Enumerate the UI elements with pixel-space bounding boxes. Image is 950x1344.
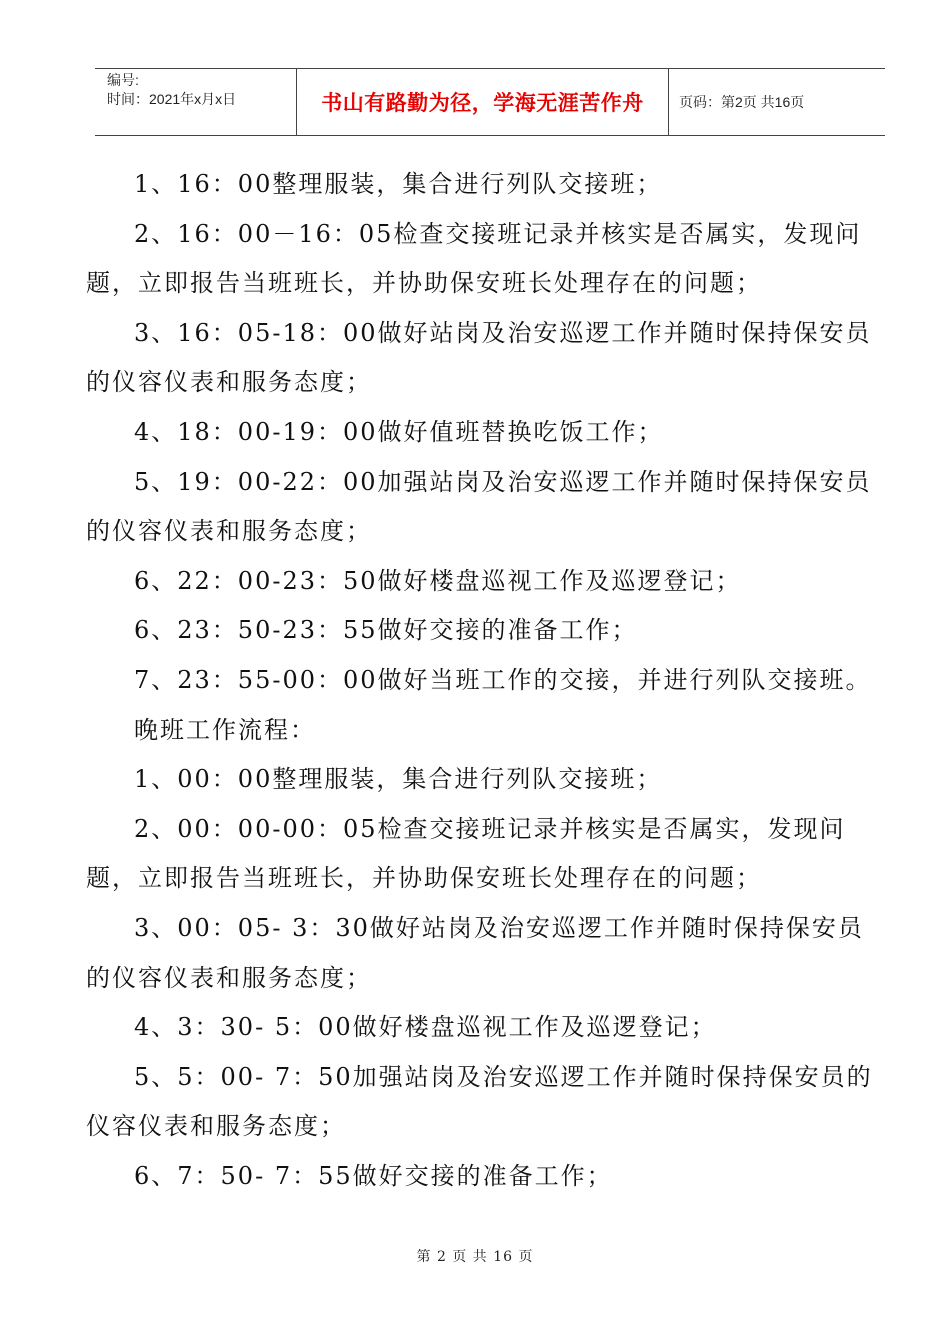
body-paragraph: 3、16：05-18：00做好站岗及治安巡逻工作并随时保持保安员的仪容仪表和服务态度； — [86, 318, 872, 397]
body-paragraph: 6、22：00-23：50做好楼盘巡视工作及巡逻登记； — [134, 566, 742, 595]
header-motto: 书山有路勤为径，学海无涯苦作舟 — [297, 69, 669, 135]
body-paragraph: 1、00：00整理服装，集合进行列队交接班； — [134, 765, 663, 794]
header-meta — [95, 69, 297, 135]
page-footer: 第 2 页 共 16 页 — [416, 1249, 534, 1265]
body-paragraph: 4、18：00-19：00做好值班替换吃饭工作； — [134, 417, 664, 446]
body-paragraph: 3、00：05- 3：30做好站岗及治安巡逻工作并随时保持保安员的仪容仪表和服务态度； — [86, 913, 864, 992]
body-paragraph: 6、23：50-23：55做好交接的准备工作； — [134, 616, 638, 645]
header-page-number: 页码：第2页 共16页 — [679, 94, 805, 110]
body-paragraph: 5、5：00- 7：50加强站岗及治安巡逻工作并随时保持保安员的仪容仪表和服务态度； — [86, 1062, 873, 1141]
document-number-label: 编号: — [107, 72, 139, 88]
body-paragraph: 1、16：00整理服装，集合进行列队交接班； — [134, 170, 663, 198]
body-paragraph: 2、00：00-00：05检查交接班记录并核实是否属实，发现问题，立即报告当班班长，并协助保安班长处理存在的问题； — [86, 814, 846, 893]
body-paragraph: 4、3：30- 5：00做好楼盘巡视工作及巡逻登记； — [134, 1013, 717, 1042]
body-paragraph: 5、19：00-22：00加强站岗及治安巡逻工作并随时保持保安员的仪容仪表和服务态度； — [86, 467, 872, 546]
section-heading: 晚班工作流程： — [134, 715, 316, 744]
page-header — [95, 68, 885, 136]
document-date-label: 时间：2021年x月x日 — [107, 91, 237, 107]
body-paragraph: 7、23：55-00：00做好当班工作的交接，并进行列队交接班。 — [134, 665, 872, 694]
document-body — [86, 160, 876, 1201]
body-paragraph: 2、16：00－16：05检查交接班记录并核实是否属实，发现问题，立即报告当班班长，并协助保安班长处理存在的问题； — [86, 219, 862, 298]
body-paragraph: 6、7：50- 7：55做好交接的准备工作； — [134, 1161, 613, 1190]
